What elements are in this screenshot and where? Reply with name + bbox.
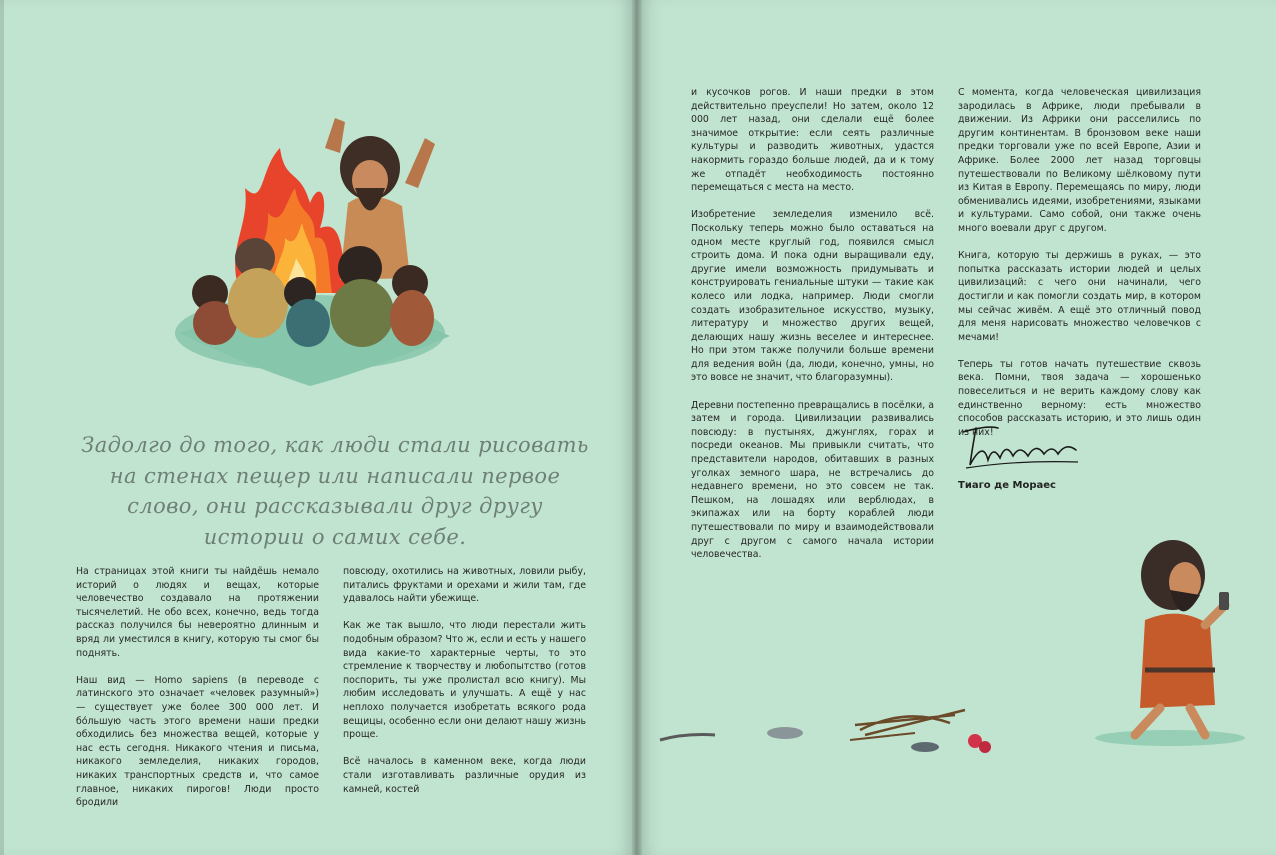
tools-on-ground-illustration — [655, 705, 995, 765]
author-name: Тиаго де Мораес — [958, 480, 1056, 491]
paragraph: На страницах этой книги ты найдёшь немало историй о людях и вещах, которые человечество создавало на протяжении тысячелетий. Не обо всех, конечно, ведь тогда рассказ получился бы невероятно длинным и вряд ли уместился в книгу, которую ты смог бы поднять. — [76, 566, 319, 659]
paragraph: Всё началось в каменном веке, когда люди стали изготавливать различные орудия из камней, костей — [343, 756, 586, 795]
left-column-2 — [343, 565, 586, 810]
right-column-1 — [691, 86, 934, 575]
paragraph: Изобретение земледелия изменило всё. Поскольку теперь можно было оставаться на одном месте круглый год, появился смысл строить дома. И пока одни выращивали еду, другие имели возможность придумывать и конструировать гениальные штуки — такие как колесо или лодка, например. Люди смогли создать изобразительное искусство, музыку, литературу и множество других вещей, делающих нашу жизнь веселее и интереснее. Но при этом также получили больше времени для ведения войн (да, люди, конечно, умны, но это вовсе не значит, что благоразумны). — [691, 209, 934, 384]
paragraph: повсюду, охотились на животных, ловили рыбу, питались фруктами и орехами и жили там, где удавалось найти убежище. — [343, 566, 586, 605]
paragraph: Как же так вышло, что люди перестали жить подобным образом? Что ж, если и есть у нашего вида какие-то характерные черты, то это стремление к творчеству и любопытство (готов поспорить, ты уже пролистал всю книгу). Мы любим исследовать и улучшать. А ещё у нас неплохо получается изобретать всякого рода вещицы, особенно если они делают нашу жизнь проще. — [343, 620, 586, 741]
paragraph: Наш вид — Homo sapiens (в переводе с латинского это означает «человек разумный») — существует уже более 300 000 лет. И бо́льшую часть этого времени наши предки обходились без множества вещей, которые у нас есть сегодня. Никакого чтения и письма, никакого земледелия, никаких городов, никаких транспортных средств и, что самое главное, никаких пирогов! Люди просто бродили — [76, 674, 319, 809]
paragraph: С момента, когда человеческая цивилизация зародилась в Африке, люди пребывали в движении. Из Африки они расселились по другим континентам. В бронзовом веке наши предки торговали уже по всей Европе, Азии и Африке. Более 2000 лет назад торговцы путешествовали по Великому шёлковому пути из Китая в Европу. Перемещаясь по миру, люди обменивались идеями, изобретениями, языками и культурами. Само собой, они также очень много воевали друг с другом. — [958, 87, 1201, 234]
caveman-with-phone-illustration — [1085, 530, 1255, 750]
paragraph: Теперь ты готов начать путешествие сквозь века. Помни, твоя задача — хорошенько повеселиться и не верить каждому слову как единственно верному: есть множество способов рассказать историю, и это лишь один из них! — [958, 358, 1201, 438]
campfire-illustration — [170, 108, 460, 393]
paragraph: и кусочков рогов. И наши предки в этом действительно преуспели! Но затем, около 12 000 лет назад, они сделали ещё более значимое открытие: если сеять различные культуры и разводить животных, удастся накормить гораздо больше людей, да и к тому же отпадёт необходимость постоянно перемещаться с места на место. — [691, 87, 934, 194]
right-column-2 — [958, 86, 1201, 453]
left-column-1 — [76, 565, 319, 823]
book-edge — [0, 0, 4, 855]
paragraph: Книга, которую ты держишь в руках, — это попытка рассказать истории людей и целых цивилизаций: с чего они начинали, чего достигли и как помогли создать мир, в котором мы сейчас живём. А ещё это отличный повод для меня нарисовать множество человечков с мечами! — [958, 250, 1201, 343]
signature-image — [958, 420, 1088, 475]
book-gutter — [632, 0, 642, 855]
pull-quote: Задолго до того, как люди стали рисовать на стенах пещер или написали первое слово, они рассказывали друг другу истории о самих себе. — [81, 433, 589, 549]
paragraph: Деревни постепенно превращались в посёлки, а затем и города. Цивилизации развивались повсюду: в пустынях, джунглях, горах и посреди океанов. Мы привыкли считать, что представители народов, обитавших в разных уголках земного шара, не встречались до недавнего времени, но это совсем не так. Пешком, на лошадях или верблюдах, в экипажах или на борту кораблей люди путешествовали по миру и взаимодействовали друг с другом с самого начала истории человечества. — [691, 399, 934, 561]
